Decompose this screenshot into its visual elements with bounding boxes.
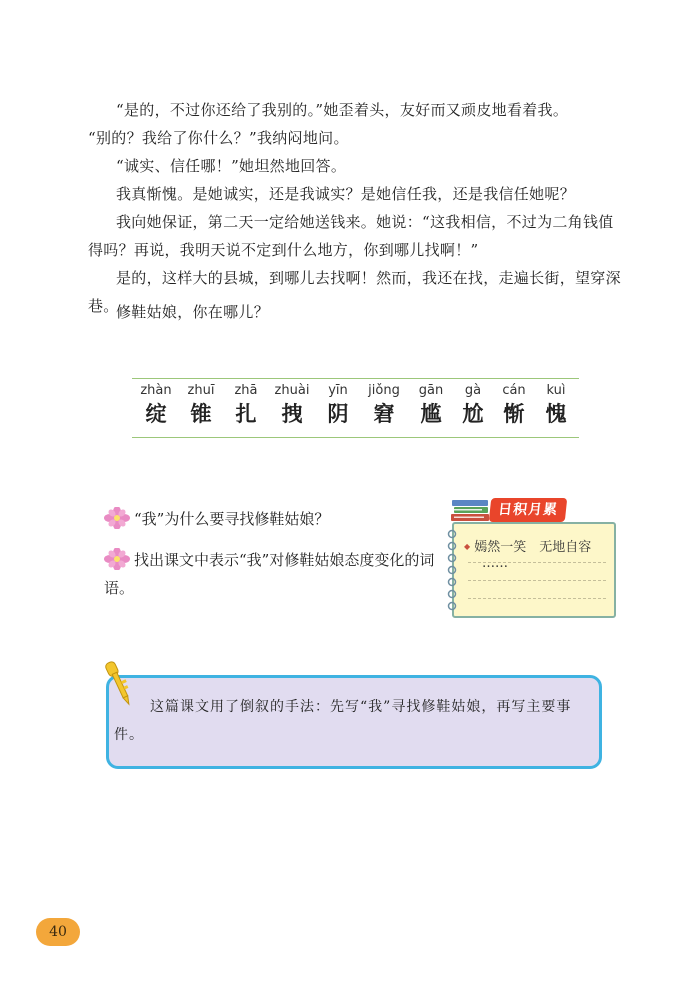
vocab-character: 尬 — [462, 401, 484, 426]
flower-icon — [104, 507, 130, 529]
vocab-item — [226, 379, 266, 428]
vocab-character: 绽 — [145, 401, 167, 426]
story-paragraph-1: “是的，不过你还给了我别的。”她歪着头，友好而又顽皮地看着我。 — [116, 101, 569, 119]
vocab-item — [453, 379, 493, 428]
vocab-character: 阴 — [327, 401, 349, 426]
vocab-pinyin: gà — [464, 383, 482, 398]
vocab-pinyin: zhā — [234, 383, 258, 398]
bullet-icon: ◆ — [464, 542, 471, 551]
story-paragraph-3: “诚实、信任哪！”她坦然地回答。 — [116, 157, 347, 175]
vocab-pinyin: zhàn — [140, 383, 172, 398]
vocab-pinyin: yīn — [328, 383, 348, 398]
spiral-binding-icon — [444, 528, 458, 612]
page-number-badge — [36, 918, 80, 946]
tip-box — [106, 675, 602, 769]
vocab-item — [318, 379, 358, 428]
question-text: 找出课文中表示“我”对修鞋姑娘态度变化的词语。 — [104, 551, 435, 597]
vocab-character: 愧 — [545, 401, 567, 426]
vocab-pinyin: zhuī — [187, 383, 215, 398]
vocab-pinyin: gān — [418, 383, 444, 398]
key-pen-icon — [100, 658, 140, 710]
books-icon — [450, 498, 492, 524]
vocab-character: 尴 — [420, 401, 442, 426]
vocab-item — [536, 379, 576, 428]
exercise-question-1 — [104, 505, 444, 533]
accumulation-notebook — [444, 492, 616, 618]
story-paragraph-2: “别的？我给了你什么？”我纳闷地问。 — [88, 129, 349, 147]
tip-text: 这篇课文用了倒叙的手法：先写“我”寻找修鞋姑娘，再写主要事件。 — [114, 699, 572, 743]
notebook-rule — [468, 580, 606, 581]
vocab-item — [411, 379, 451, 428]
question-text: “我”为什么要寻找修鞋姑娘？ — [134, 510, 330, 528]
exercise-question-2 — [104, 546, 444, 602]
vocab-character: 窘 — [373, 401, 395, 426]
notebook-words — [464, 536, 591, 555]
notebook-ellipsis: …… — [482, 556, 508, 571]
vocab-item — [136, 379, 176, 428]
page-number: 40 — [49, 924, 67, 940]
notebook-rule — [468, 598, 606, 599]
notebook-phrases: 嫣然一笑 无地自容 — [474, 540, 592, 555]
vocab-item — [272, 379, 312, 428]
notebook-title: 日积月累 — [489, 498, 568, 522]
vocab-character: 惭 — [503, 401, 525, 426]
vocab-pinyin: jiǒng — [368, 383, 400, 398]
vocab-pinyin: zhuài — [274, 383, 310, 398]
story-paragraph-6: 是的，这样大的县城，到哪儿去找啊！然而，我还在找，走遍长街，望穿深巷。 — [88, 269, 621, 315]
vocabulary-table — [132, 378, 579, 438]
story-paragraph-4: 我真惭愧。是她诚实，还是我诚实？是她信任我，还是我信任她呢？ — [116, 185, 576, 203]
vocab-pinyin: kuì — [546, 383, 566, 398]
vocab-item — [494, 379, 534, 428]
story-paragraph-7: 修鞋姑娘，你在哪儿？ — [116, 303, 270, 321]
vocab-character: 锥 — [190, 401, 212, 426]
vocab-pinyin: cán — [502, 383, 526, 398]
story-paragraph-5: 我向她保证，第二天一定给她送钱来。她说：“这我相信，不过为二角钱值得吗？再说，我明天说不定到什么地方，你到哪儿找啊！” — [88, 213, 614, 259]
vocab-character: 拽 — [281, 401, 303, 426]
vocab-character: 扎 — [235, 401, 257, 426]
vocab-item — [181, 379, 221, 428]
flower-icon — [104, 548, 130, 570]
vocab-item — [364, 379, 404, 428]
